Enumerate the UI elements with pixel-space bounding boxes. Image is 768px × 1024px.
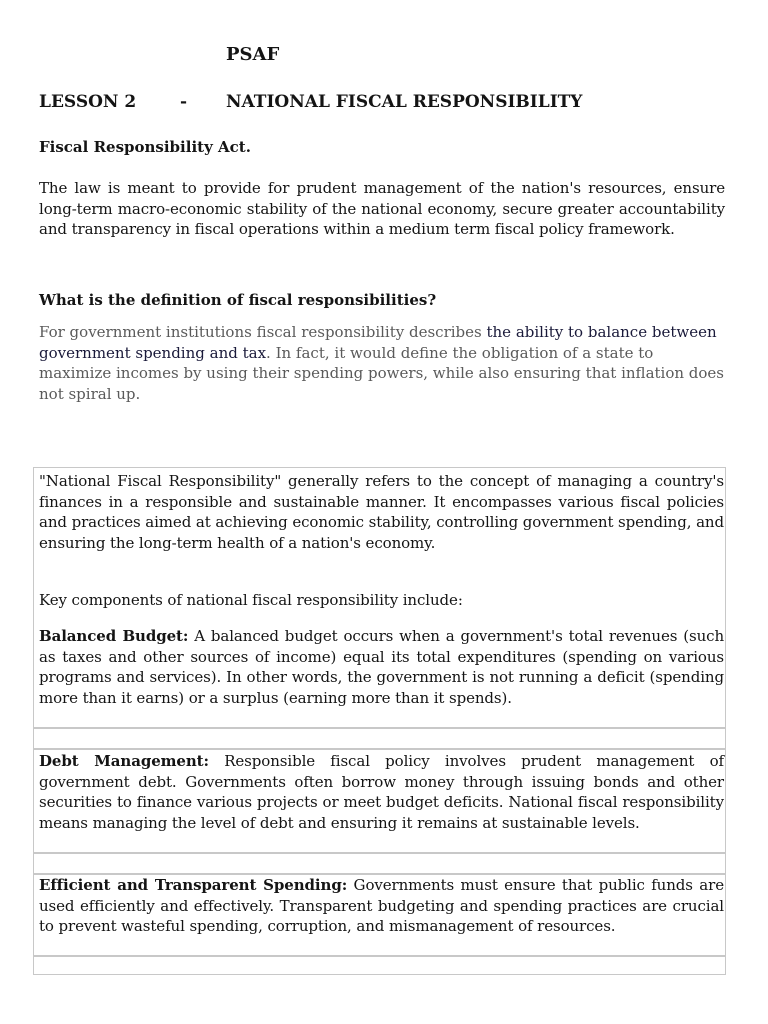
component-debt-management — [39, 751, 724, 833]
definition-highlight: the ability to balance between government spending and tax — [39, 323, 717, 362]
component-term: Balanced Budget: — [39, 627, 189, 645]
lesson-separator: - — [180, 92, 188, 112]
act-heading: Fiscal Responsibility Act. — [39, 138, 251, 156]
component-balanced-budget — [39, 626, 724, 708]
lesson-title: NATIONAL FISCAL RESPONSIBILITY — [226, 92, 583, 112]
definition-body — [39, 322, 729, 404]
component-term: Debt Management: — [39, 752, 209, 770]
table-spacer-cell — [33, 853, 726, 874]
definition-lead: For government institutions fiscal responsibility describes — [39, 323, 487, 341]
course-title: PSAF — [226, 44, 280, 65]
table-spacer-cell — [33, 956, 726, 975]
act-body: The law is meant to provide for prudent management of the nation's resources, ensure long-term macro-economic stability of the national economy, secure greater accountability and transparency in fiscal operations within a medium term fiscal policy framework. — [39, 179, 725, 238]
definition-tail: . In fact, it would define the obligation of a state to maximize incomes by using their spending powers, while also ensuring that inflation does not spiral up. — [39, 343, 724, 403]
component-text: A balanced budget occurs when a government's total revenues (such as taxes and other sources of income) equal its total expenditures (spending on various programs and services). In other words, the government is not running a deficit (spending more than it earns) or a surplus (earning more than it spends). — [39, 627, 724, 707]
component-efficient-spending — [39, 875, 724, 937]
component-text: Responsible fiscal policy involves prudent management of government debt. Governments often borrow money through issuing bonds and other securities to finance various projects or meet budget deficits. National fiscal responsibility means managing the level of debt and ensuring it remains at sustainable levels. — [39, 752, 724, 832]
lesson-number: LESSON 2 — [39, 92, 137, 112]
overview-intro: "National Fiscal Responsibility" generally refers to the concept of managing a country's finances in a responsible and sustainable manner. It encompasses various fiscal policies and practices aimed at achieving economic stability, controlling government spending, and ensuring the long-term health of a nation's economy. — [39, 472, 724, 552]
key-components-label: Key components of national fiscal responsibility include: — [39, 591, 463, 609]
component-text: Governments must ensure that public funds are used efficiently and effectively. Transparent budgeting and spending practices are crucial to prevent wasteful spending, corruption, and mismanagement of resources. — [39, 876, 724, 935]
component-term: Efficient and Transparent Spending: — [39, 876, 348, 894]
definition-heading: What is the definition of fiscal responsibilities? — [39, 291, 437, 309]
table-spacer-cell — [33, 728, 726, 749]
